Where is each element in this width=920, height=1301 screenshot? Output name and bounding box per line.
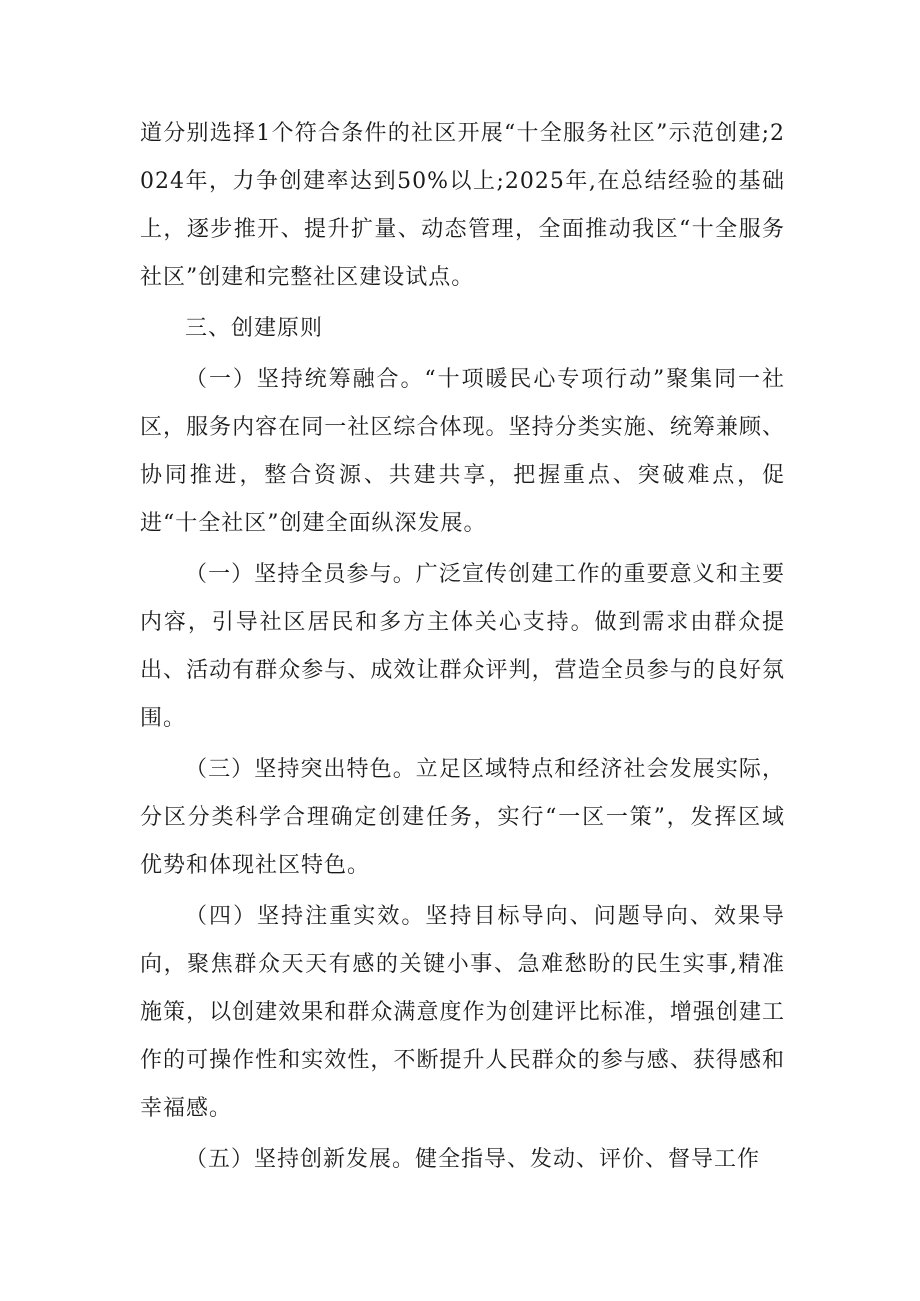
paragraph-principle-4: （四）坚持注重实效。坚持目标导向、问题导向、效果导向，聚焦群众天天有感的关键小事、急难愁盼的民生实事,精准施策，以创建效果和群众满意度作为创建评比标准，增强创建工作的可操作性和实效性，不断提升人民群众的参与感、获得感和幸福感。 — [140, 904, 785, 1121]
paragraph-goal-continued: 道分别选择1个符合条件的社区开展“十全服务社区”示范创建;2024年，力争创建率达到50%以上;2025年,在总结经验的基础上，逐步推开、提升扩量、动态管理，全面推动我区“十全服务社区”创建和完整社区建设试点。 — [140, 121, 785, 290]
document-body — [140, 110, 785, 1187]
section-heading-principles: 三、创建原则 — [185, 316, 324, 341]
paragraph-principle-1: （一）坚持统筹融合。“十项暖民心专项行动”聚集同一社区，服务内容在同一社区综合体现。坚持分类实施、统筹兼顾、协同推进，整合资源、共建共享，把握重点、突破难点，促进“十全社区”创建全面纵深发展。 — [140, 367, 785, 536]
paragraph-principle-5: （五）坚持创新发展。健全指导、发动、评价、督导工作 — [185, 1147, 761, 1172]
paragraph-principle-3: （三）坚持突出特色。立足区域特点和经济社会发展实际，分区分类科学合理确定创建任务，实行“一区一策”，发挥区域优势和体现社区特色。 — [140, 757, 785, 878]
paragraph-principle-2: （一）坚持全员参与。广泛宣传创建工作的重要意义和主要内容，引导社区居民和多方主体关心支持。做到需求由群众提出、活动有群众参与、成效让群众评判，营造全员参与的良好氛围。 — [140, 562, 785, 731]
